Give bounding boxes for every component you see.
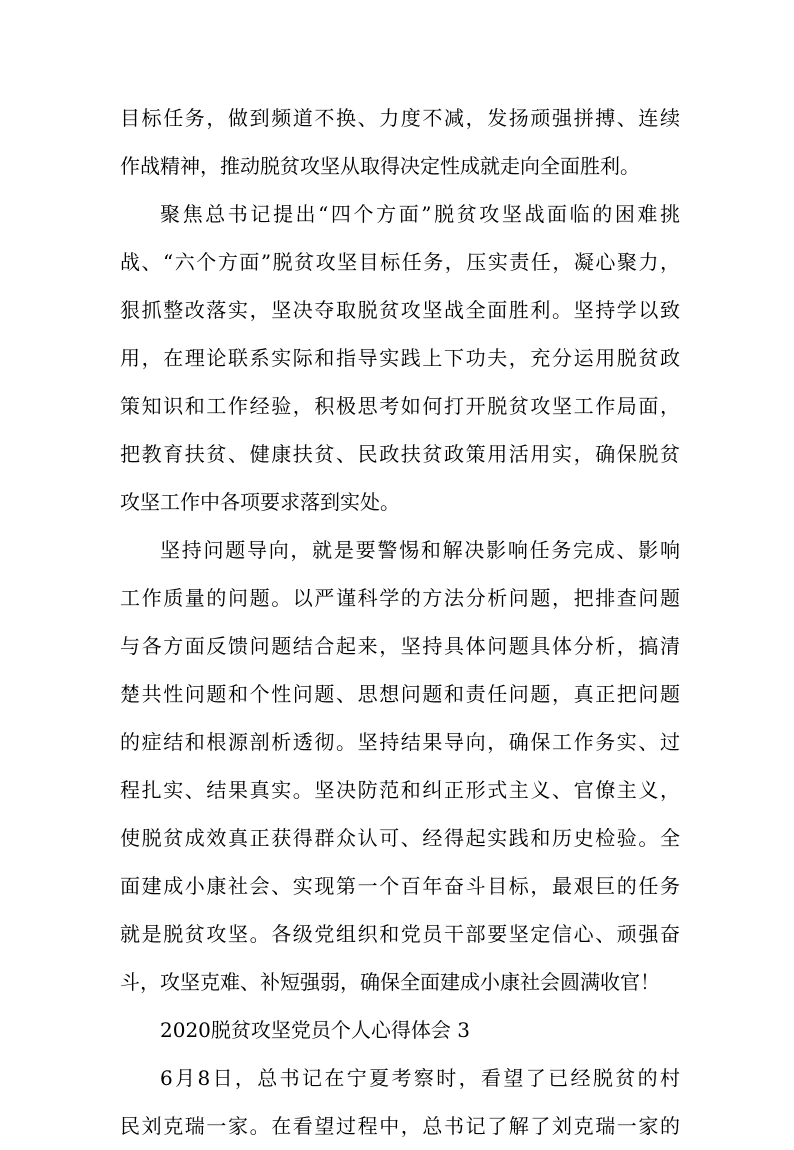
text-line-19: 斗，攻坚克难、补短强弱，确保全面建成小康社会圆满收官！ [120, 970, 660, 994]
text-line-11: 工作质量的问题。以严谨科学的方法分析问题，把排查问题 [120, 586, 680, 610]
text-line-14: 的症结和根源剖析透彻。坚持结果导向，确保工作务实、过 [120, 730, 680, 754]
text-line-21: 6月8日，总书记在宁夏考察时，看望了已经脱贫的村 [160, 1066, 680, 1090]
text-line-16: 使脱贫成效真正获得群众认可、经得起实践和历史检验。全 [120, 826, 680, 850]
text-line-10: 坚持问题导向，就是要警惕和解决影响任务完成、影响 [160, 538, 680, 562]
text-line-9: 攻坚工作中各项要求落到实处。 [120, 490, 400, 514]
text-line-15: 程扎实、结果真实。坚决防范和纠正形式主义、官僚主义， [120, 778, 680, 802]
text-line-5: 狠抓整改落实，坚决夺取脱贫攻坚战全面胜利。坚持学以致 [120, 298, 680, 322]
section-heading: 2020脱贫攻坚党员个人心得体会 3 [160, 1018, 470, 1042]
text-line-12: 与各方面反馈问题结合起来，坚持具体问题具体分析，搞清 [120, 634, 680, 658]
text-line-18: 就是脱贫攻坚。各级党组织和党员干部要坚定信心、顽强奋 [120, 922, 680, 946]
text-line-2: 作战精神，推动脱贫攻坚从取得决定性成就走向全面胜利。 [120, 154, 640, 178]
text-line-4: 战、“六个方面”脱贫攻坚目标任务，压实责任，凝心聚力， [120, 250, 680, 274]
text-line-8: 把教育扶贫、健康扶贫、民政扶贫政策用活用实，确保脱贫 [120, 442, 680, 466]
text-line-22: 民刘克瑞一家。在看望过程中，总书记了解了刘克瑞一家的 [120, 1114, 680, 1138]
text-line-13: 楚共性问题和个性问题、思想问题和责任问题，真正把问题 [120, 682, 680, 706]
text-line-17: 面建成小康社会、实现第一个百年奋斗目标，最艰巨的任务 [120, 874, 680, 898]
text-line-7: 策知识和工作经验，积极思考如何打开脱贫攻坚工作局面， [120, 394, 680, 418]
text-line-1: 目标任务，做到频道不换、力度不减，发扬顽强拼搏、连续 [120, 106, 680, 130]
text-line-3: 聚焦总书记提出“四个方面”脱贫攻坚战面临的困难挑 [160, 202, 680, 226]
document-body [120, 94, 680, 1150]
text-line-6: 用，在理论联系实际和指导实践上下功夫，充分运用脱贫政 [120, 346, 680, 370]
